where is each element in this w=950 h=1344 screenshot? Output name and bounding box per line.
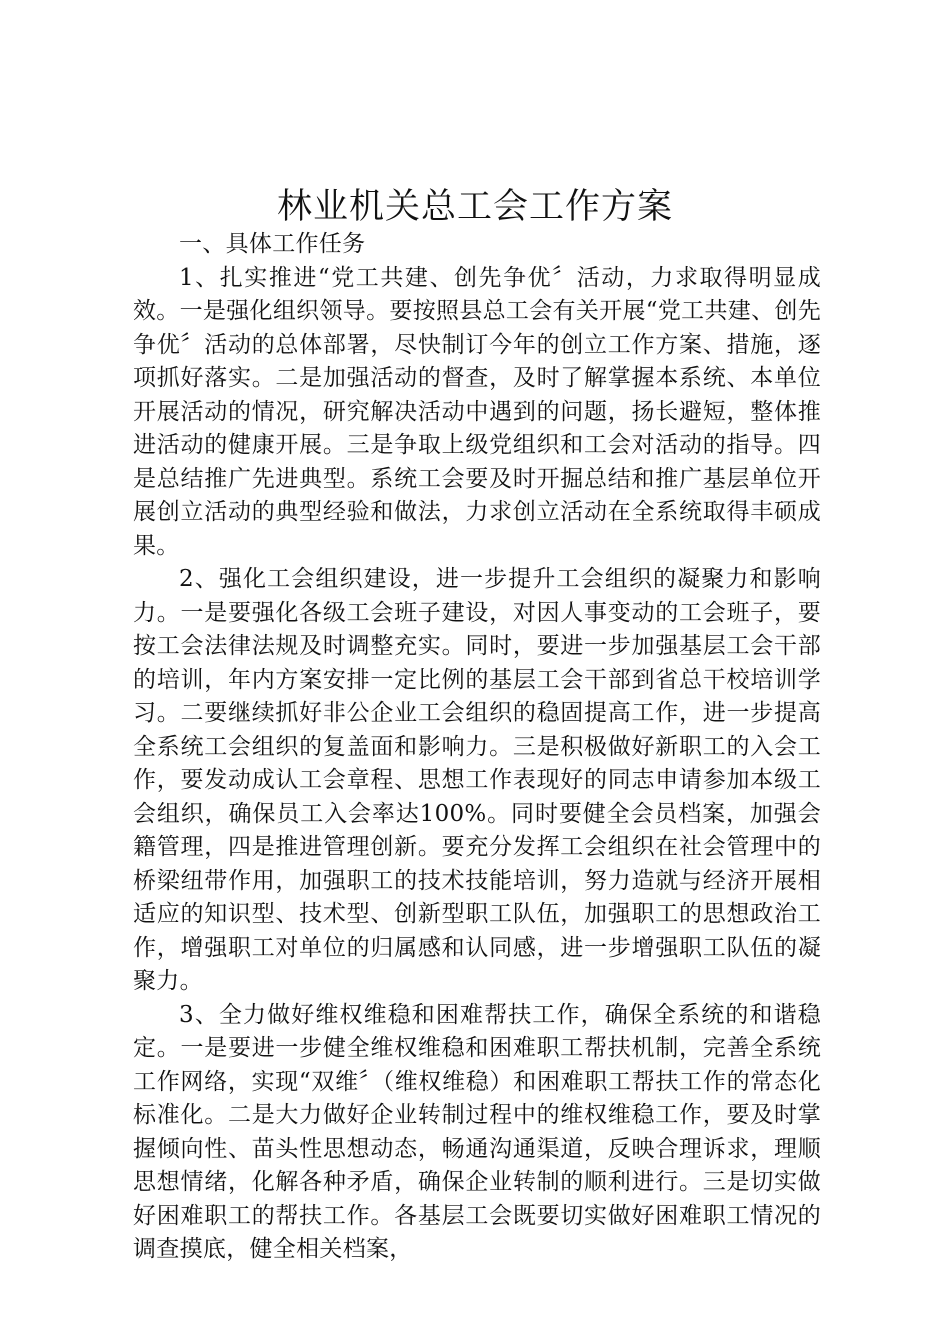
document-body [133,228,821,1267]
paragraph-2: 2、强化工会组织建设，进一步提升工会组织的凝聚力和影响力。一是要强化各级工会班子建设，对因人事变动的工会班子，要按工会法律法规及时调整充实。同时，要进一步加强基层工会干部的培训，年内方案安排一定比例的基层工会干部到省总干校培训学习。二要继续抓好非公企业工会组织的稳固提高工作，进一步提高全系统工会组织的复盖面和影响力。三是积极做好新职工的入会工作，要发动成认工会章程、思想工作表现好的同志申请参加本级工会组织，确保员工入会率达100%。同时要健全会员档案，加强会籍管理，四是推进管理创新。要充分发挥工会组织在社会管理中的桥梁纽带作用，加强职工的技术技能培训，努力造就与经济开展相适应的知识型、技术型、创新型职工队伍，加强职工的思想政治工作，增强职工对单位的归属感和认同感，进一步增强职工队伍的凝聚力。 [133,566,821,994]
section-heading: 一、具体工作任务 [179,231,366,257]
paragraph-3: 3、全力做好维权维稳和困难帮扶工作，确保全系统的和谐稳定。一是要进一步健全维权维稳和困难职工帮扶机制，完善全系统工作网络，实现“双维〞（维权维稳）和困难职工帮扶工作的常态化标准化。二是大力做好企业转制过程中的维权维稳工作，要及时掌握倾向性、苗头性思想动态，畅通沟通渠道，反映合理诉求，理顺思想情绪，化解各种矛盾，确保企业转制的顺利进行。三是切实做好困难职工的帮扶工作。各基层工会既要切实做好困难职工情况的调查摸底，健全相关档案， [133,1001,821,1262]
paragraph-1: 1、扎实推进“党工共建、创先争优〞活动，力求取得明显成效。一是强化组织领导。要按照县总工会有关开展“党工共建、创先争优〞活动的总体部署，尽快制订今年的创立工作方案、措施，逐项抓好落实。二是加强活动的督查，及时了解掌握本系统、本单位开展活动的情况，研究解决活动中遇到的问题，扬长避短，整体推进活动的健康开展。三是争取上级党组织和工会对活动的指导。四是总结推广先进典型。系统工会要及时开掘总结和推广基层单位开展创立活动的典型经验和做法，力求创立活动在全系统取得丰硕成果。 [133,264,821,559]
document-title: 林业机关总工会工作方案 [276,187,673,227]
